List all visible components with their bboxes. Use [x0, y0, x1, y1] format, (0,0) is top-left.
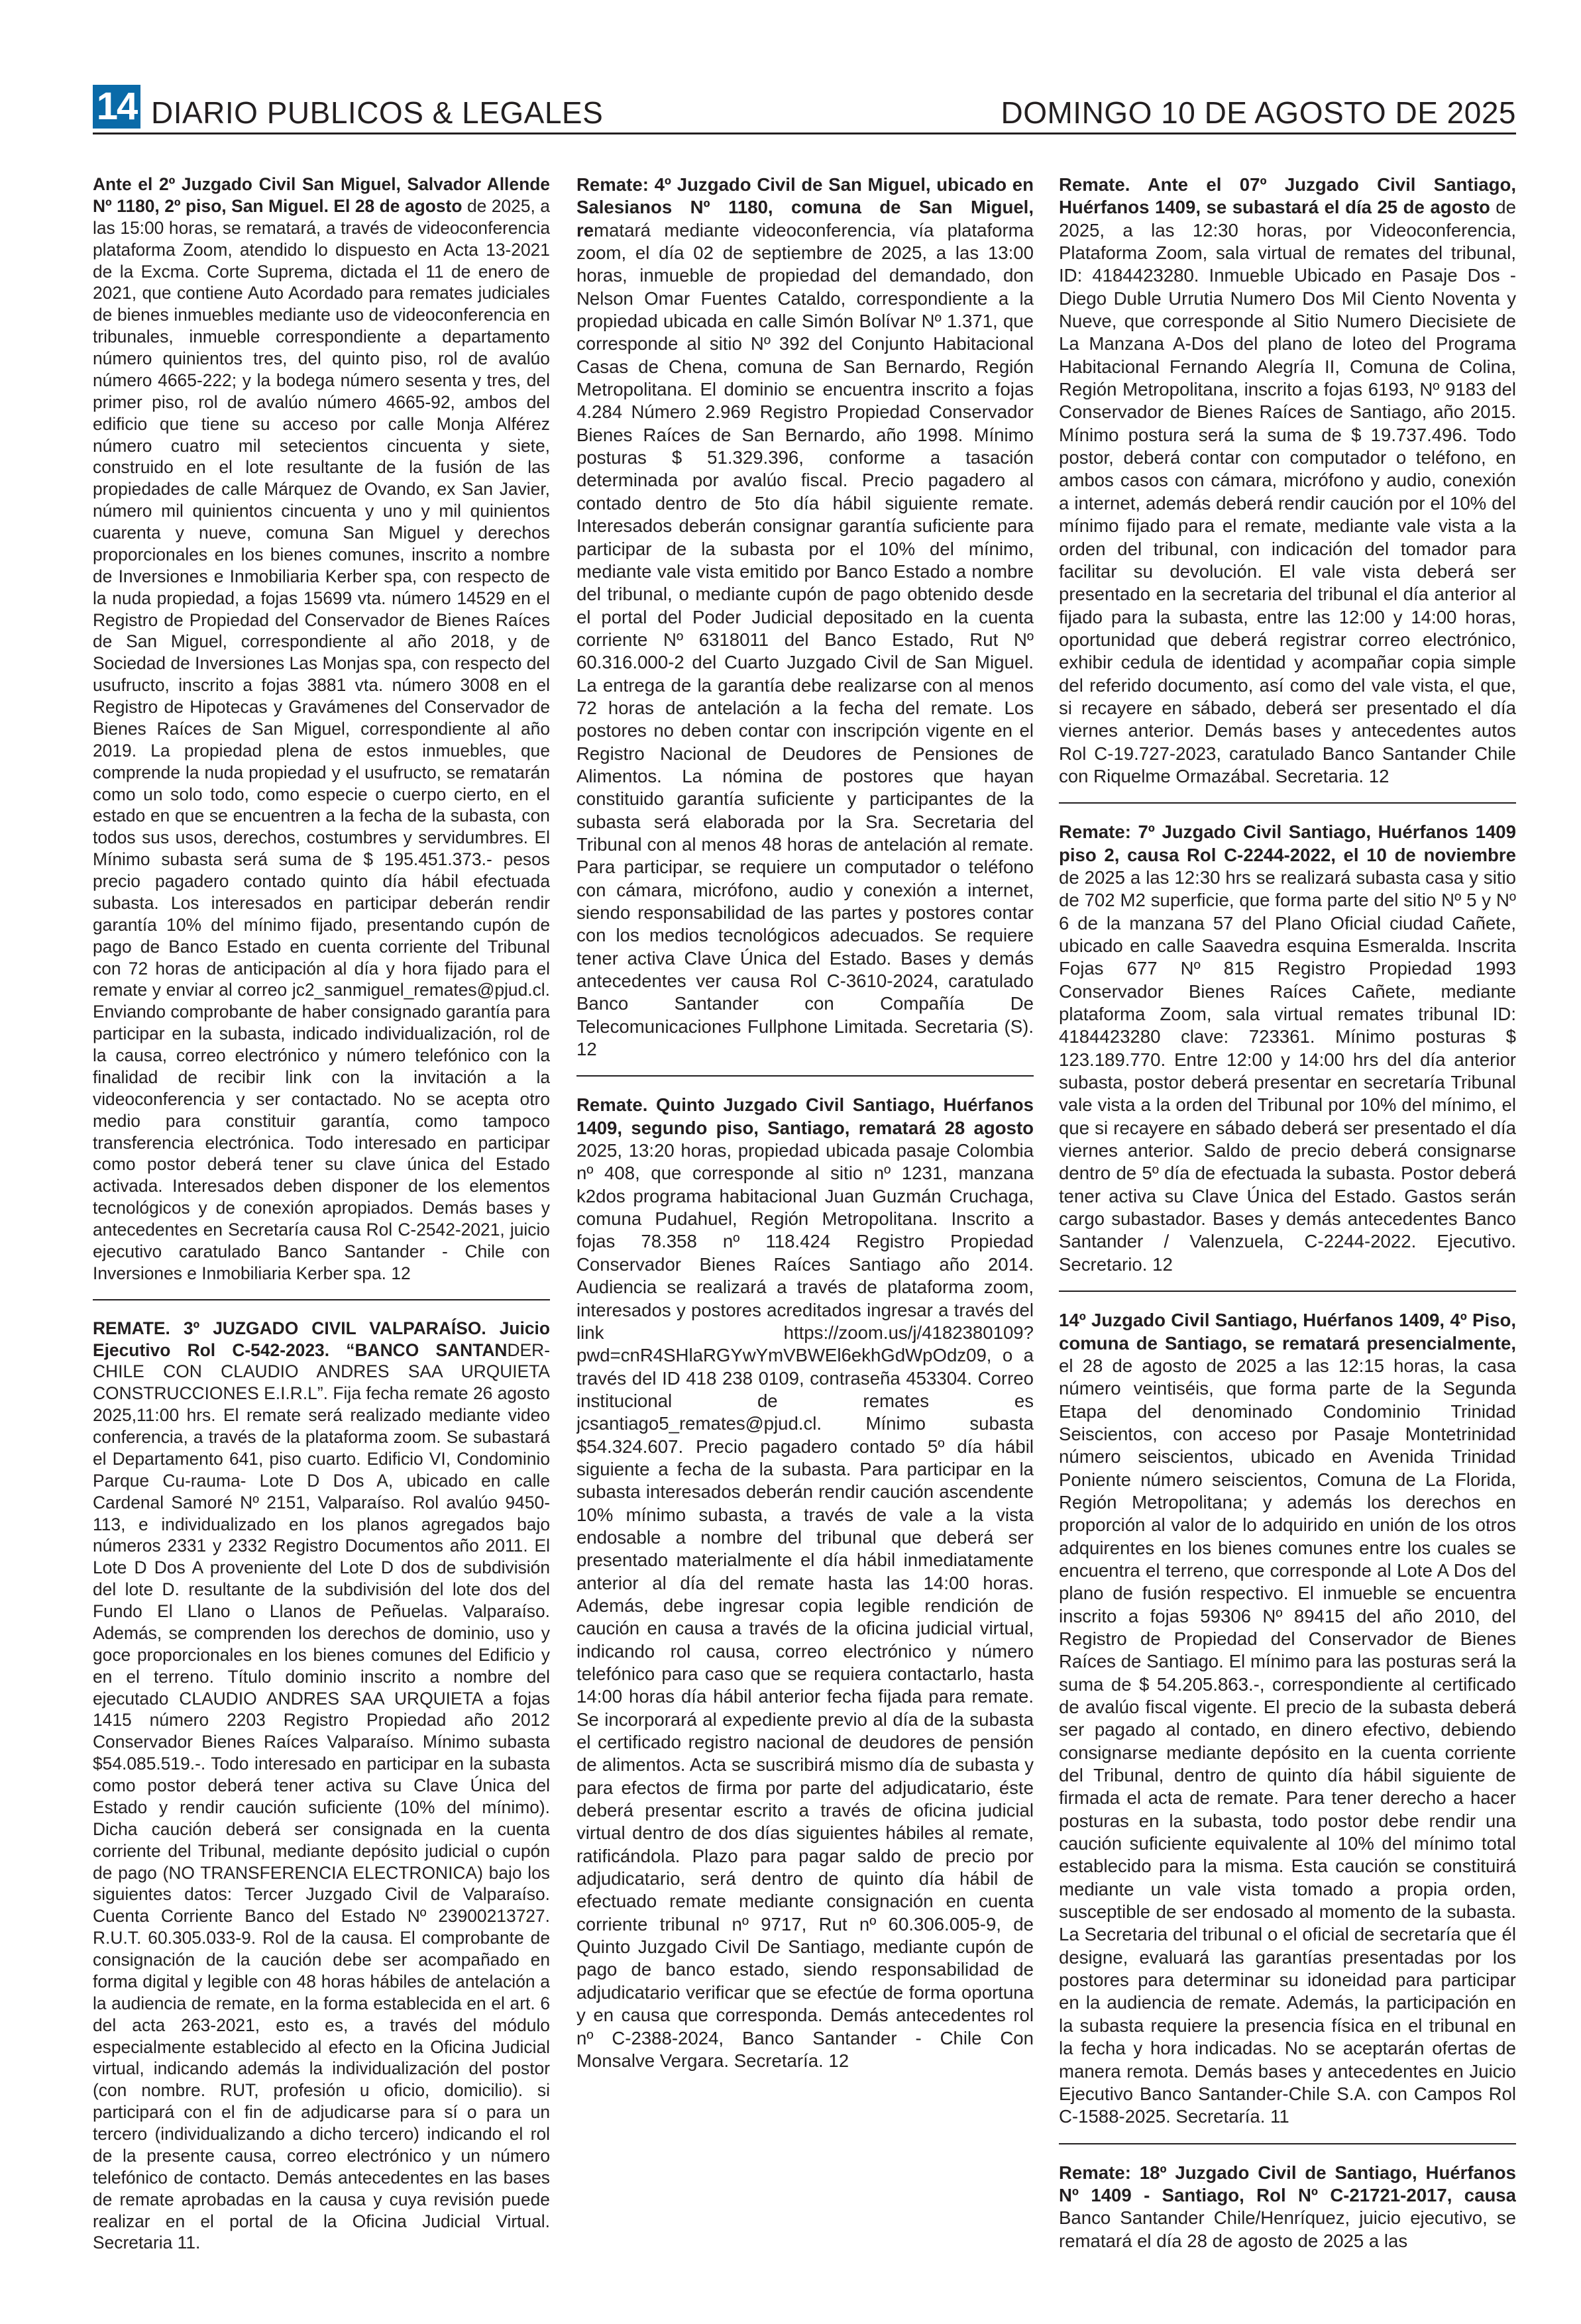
section-title: DIARIO PUBLICOS & LEGALES [151, 95, 604, 130]
notice-lead: 14º Juzgado Civil Santiago, Huérfanos 1409, 4º Piso, comuna de Santiago, se rematará presencialmente, [1059, 1310, 1516, 1353]
notice-body: 2025, 13:20 horas, propiedad ubicada pasaje Colombia nº 408, que corresponde al sitio nº 1231, manzana k2dos programa habitacional Juan Guzmán Cruchaga, comuna Pudahuel, Región Metropolitana. Inscrito a fojas 78.358 nº 118.424 Registro Propiedad Conservador Bienes Raíces Santiago año 2014. Audiencia se realizará a través de plataforma zoom, interesados y postores acreditados ingresar a través del link https://zoom.us/j/4182380109?pwd=cnR4SHlaRGYwYmVBWEl6ekhGdWpOdz09, o a través del ID 418 238 0109, contraseña 453304. Correo institucional de remates es jcsantiago5_remates@pjud.cl. Mínimo subasta $54.324.607. Precio pagadero contado 5º día hábil siguiente a fecha de la subasta. Para participar en la subasta interesados deberán rendir caución ascendente 10% mínimo subasta, a través de vale a la vista endosable a nombre del tribunal que deberá ser presentado materialmente el día hábil inmediatamente anterior al día del remate hasta las 14:00 horas. Además, debe ingresar copia legible rendición de caución en causa a través de la oficina judicial virtual, indicando rol causa, correo electrónico y número telefónico para caso que se requiera contactarlo, hasta 14:00 horas día hábil anterior fecha fijada para remate. Se incorporará al expediente previo al día de la subasta el certificado registro nacional de deudores de pensión de alimentos. Acta se suscribirá mismo día de subasta y para efectos de firma por parte del adjudicatario, éste deberá presentar escrito a través de oficina judicial virtual dentro de dos días siguientes hábiles al remate, ratificándola. Plazo para pagar saldo de precio por adjudicatario, será dentro de quinto día hábil de efectuado remate mediante consignación en cuenta corriente tribunal nº 9717, Rut nº 60.306.005-9, de Quinto Juzgado Civil De Santiago, mediante cupón de pago de banco estado, siendo responsabilidad de adjudicatario verificar que se efectúe de forma oportuna y en causa que corresponda. Demás antecedentes rol nº C-2388-2024, Banco Santander - Chile Con Monsalve Vergara. Secretaría. 12 [576, 1140, 1034, 2071]
masthead [93, 79, 1516, 134]
notice-body: matará mediante videoconferencia, vía plataforma zoom, el día 02 de septiembre de 2025, a las 13:00 horas, inmueble de propiedad del demandado, don Nelson Omar Fuentes Cataldo, correspondiente a la propiedad ubicada en calle Simón Bolívar Nº 1.371, que corresponde al sitio Nº 392 del Conjunto Habitacional Casas de Chena, comuna de San Bernardo, Región Metropolitana. El dominio se encuentra inscrito a fojas 4.284 Número 2.969 Registro Propiedad Conservador Bienes Raíces de San Bernardo, año 1998. Mínimo posturas $ 51.329.396, conforme a tasación determinada por avalúo fiscal. Precio pagadero al contado dentro de 5to día hábil siguiente remate. Interesados deberán consignar garantía suficiente para participar de la subasta por el 10% del mínimo, mediante vale vista emitido por Banco Estado a nombre del tribunal, o mediante cupón de pago obtenido desde el portal del Poder Judicial depositado en la cuenta corriente Nº 6318011 del Banco Estado, Rut Nº 60.316.000-2 del Cuarto Juzgado Civil de San Miguel. La entrega de la garantía debe realizarse con al menos 72 horas de antelación a la fecha del remate. Los postores no deben contar con inscripción vigente en el Registro Nacional de Deudores de Pensiones de Alimentos. La nómina de postores que hayan constituido garantía suficiente y participantes de la subasta será elaborada por la Sra. Secretaria del Tribunal con al menos 48 horas de antelación al remate. Para participar, se requiere un computador o teléfono con cámara, micrófono, audio y conexión a internet, siendo responsabilidad de las partes y postores contar con los medios tecnológicos adecuados. Se requiere tener activa Clave Única del Estado. Bases y demás antecedentes ver causa Rol C-3610-2024, caratulado Banco Santander con Compañía De Telecomunicaciones Fullphone Limitada. Secretaria (S). 12 [576, 219, 1034, 1060]
notice-lead: Remate: 7º Juzgado Civil Santiago, Huérfanos 1409 piso 2, causa Rol C-2244-2022, el 10 de noviembre [1059, 821, 1516, 865]
notice-14-juzgado-santiago [1059, 1309, 1516, 2144]
column-1 [93, 174, 550, 2294]
page-number: 14 [93, 85, 140, 129]
notice-body: el 28 de agosto de 2025 a las 12:15 horas, la casa número veintiséis, que forma parte de la Segunda Etapa del denominado Condominio Trinidad Seiscientos, con acceso por Pasaje Montetrinidad número seiscientos, ubicado en Avenida Trinidad Poniente número seiscientos, Comuna de La Florida, Región Metropolitana; y además los derechos en proporción al valor de lo adquirido en unión de los otros adquirentes en los bienes comunes entre los cuales se encuentra el terreno, que corresponde al Lote A Dos del plano de fusión respectivo. El inmueble se encuentra inscrito a fojas 59306 Nº 89415 del año 2010, del Registro de Propiedad del Conservador de Bienes Raíces de Santiago. El mínimo para las posturas será la suma de $ 54.205.863.-, correspondiente al certificado de avalúo fiscal vigente. El precio de la subasta deberá ser pagado al contado, en dinero efectivo, debiendo consignarse mediante depósito en la cuenta corriente del Tribunal, dentro de quinto día hábil siguiente de firmada el acta de remate. Para tener derecho a hacer posturas en la subasta, todo postor debe rendir una caución suficiente equivalente al 10% del mínimo total establecido para la misma. Esta caución se constituirá mediante un vale vista tomado a propia orden, susceptible de ser endosado al momento de la subasta. La Secretaria del tribunal o el oficial de secretaría que él designe, evaluará las garantías presentadas por los postores para determinar su idoneidad para participar en la audiencia de remate. Además, la participación en la subasta requiere la presencia física en el tribunal en la fecha y hora indicadas. No se aceptarán ofertas de manera remota. Demás bases y antecedentes en Juicio Ejecutivo Banco Santander-Chile S.A. con Campos Rol C-1588-2025. Secretaría. 11 [1059, 1355, 1516, 2127]
notice-lead: REMATE. 3º JUZGADO CIVIL VALPARAÍSO. Juicio Ejecutivo Rol C-542-2023. “BANCO SANTAN [93, 1318, 550, 1360]
notice-lead: Remate: 18º Juzgado Civil de Santiago, Huérfanos Nº 1409 - Santiago, Rol Nº C-21721-2017, causa [1059, 2162, 1516, 2205]
notice-18-juzgado-santiago [1059, 2162, 1516, 2267]
notice-lead: Remate. Quinto Juzgado Civil Santiago, Huérfanos 1409, segundo piso, Santiago, rematará 28 agosto [576, 1094, 1034, 1138]
notice-body: de 2025 a las 12:30 hrs se realizará subasta casa y sitio de 702 M2 superficie, que forma parte del sitio Nº 5 y Nº 6 de la manzana 57 del Plano Oficial ciudad Cañete, ubicado en calle Saavedra esquina Esmeralda. Inscrita Fojas 677 Nº 815 Registro Propiedad 1993 Conservador Bienes Raíces Cañete, mediante plataforma Zoom, sala virtual remates tribunal ID: 4184423280 clave: 723361. Mínimo posturas $ 123.189.770. Entre 12:00 y 14:00 hrs del día anterior subasta, postor deberá presentar en secretaría Tribunal vale vista a la orden del Tribunal por 10% del mínimo, el que si recayere en sábado deberá ser presentado el día viernes anterior. Saldo de precio deberá consignarse dentro de 5º día de efectuada la subasta. Postor deberá tener activa su Clave Única del Estado. Gastos serán cargo subastador. Bases y demás antecedentes Banco Santander / Valenzuela, C-2244-2022. Ejecutivo. Secretario. 12 [1059, 867, 1516, 1275]
publication-date: DOMINGO 10 DE AGOSTO DE 2025 [1001, 95, 1516, 130]
column-2 [576, 174, 1034, 2294]
notice-lead: Remate. Ante el 07º Juzgado Civil Santiago, Huérfanos 1409, se subastará el día 25 de agosto [1059, 174, 1516, 218]
notice-07-juzgado-santiago [1059, 174, 1516, 804]
notice-2-juzgado-san-miguel [93, 174, 550, 1300]
notice-lead: Ante el 2º Juzgado Civil San Miguel, Salvador Allende Nº 1180, 2º piso, San Miguel. El 28 de agosto [93, 174, 550, 216]
notice-lead: Remate: 4º Juzgado Civil de San Miguel, ubicado en Salesianos Nº 1180, comuna de San Miguel, re [576, 174, 1034, 240]
notice-4-juzgado-san-miguel [576, 174, 1034, 1077]
notice-3-juzgado-valparaiso [93, 1318, 550, 2269]
column-3 [1059, 174, 1516, 2294]
notice-body: de 2025, a las 12:30 horas, por Videoconferencia, Plataforma Zoom, sala virtual de remates del tribunal, ID: 4184423280. Inmueble Ubicado en Pasaje Dos - Diego Duble Urrutia Numero Dos Mil Ciento Noventa y Nueve, que corresponde al Sitio Numero Diecisiete de La Manzana A-Dos del plano de loteo del Programa Habitacional Fernando Alegría II, Comuna de Colina, Región Metropolitana, inscrito a fojas 6193, Nº 9183 del Conservador de Bienes Raíces de Santiago, año 2015. Mínimo postura será la suma de $ 19.737.496. Todo postor, deberá contar con computador o teléfono, en ambos casos con cámara, micrófono y audio, conexión a internet, además deberá rendir caución por el 10% del mínimo fijado para el remate, mediante vale vista a la orden del tribunal, con indicación del tomador para facilitar su devolución. El vale vista deberá ser presentado en la secretaria del tribunal el día anterior al fijado para la subasta, entre las 12:00 y 14:00 horas, oportunidad que deberá registrar correo electrónico, exhibir cedula de identidad y acompañar copia simple del referido documento, así como del vale vista, el que, si recayere en sábado, deberá ser presentado el día viernes anterior. Demás bases y antecedentes autos Rol C-19.727-2023, caratulado Banco Santander Chile con Riquelme Ormazábal. Secretaria. 12 [1059, 197, 1516, 786]
notice-body: de 2025, a las 15:00 horas, se rematará, a través de videoconferencia plataforma Zoom, atendido lo dispuesto en Acta 13-2021 de la Excma. Corte Suprema, dictada el 11 de enero de 2021, que contiene Auto Acordado para remates judiciales de bienes inmuebles mediante uso de videoconferencia en tribunales, inmueble correspondiente a departamento número quinientos tres, del quinto piso, rol de avalúo número 4665-222; y la bodega número sesenta y tres, del primer piso, rol de avalúo número 4665-92, ambos del edificio que tiene su acceso por calle Monja Alférez número cuatro mil setecientos cincuenta y siete, construido en el lote resultante de la fusión de las propiedades de calle Márquez de Ovando, ex San Javier, número mil quinientos cincuenta y uno y mil quinientos cuarenta y nueve, comuna San Miguel y derechos proporcionales en los bienes comunes, inscrito a nombre de Inversiones e Inmobiliaria Kerber spa, con respecto de la nuda propiedad, a fojas 15699 vta. número 14529 en el Registro de Propiedad del Conservador de Bienes Raíces de San Miguel, correspondiente al año 2018, y de Sociedad de Inversiones Las Monjas spa, con respecto del usufructo, inscrito a fojas 3881 vta. número 3008 en el Registro de Hipotecas y Gravámenes del Conservador de Bienes Raíces de San Miguel, correspondiente al año 2019. La propiedad plena de estos inmuebles, que comprende la nuda propiedad y el usufructo, se rematarán como un solo todo, como especie o cuerpo cierto, en el estado en que se encuentren a la fecha de la subasta, con todos sus usos, derechos, costumbres y servidumbres. El Mínimo subasta será suma de $ 195.451.373.- pesos precio pagadero contado quinto día hábil efectuada subasta. Los interesados en participar deberán rendir garantía 10% del mínimo fijado, presentando cupón de pago de Banco Estado en cuenta corriente del Tribunal con 72 horas de anticipación al día y hora fijado para el remate y enviar al correo jc2_sanmiguel_remates@pjud.cl. Enviando comprobante de haber consignado garantía para participar en la subasta, indicado individualización, rol de la causa, correo electrónico y número telefónico con la finalidad de recibir link con la invitación a la videoconferencia y ser contactado. No se acepta otro medio para constituir garantía, como tampoco transferencia electrónica. Todo interesado en participar como postor deberá tener su clave única del Estado activada. Interesados deben disponer de los elementos tecnológicos y de conexión apropiados. Demás bases y antecedentes en Secretaría causa Rol C-2542-2021, juicio ejecutivo caratulado Banco Santander - Chile con Inversiones e Inmobiliaria Kerber spa. 12 [93, 195, 550, 1283]
notice-quinto-juzgado-santiago [576, 1094, 1034, 2087]
notice-body: DER-CHILE CON CLAUDIO ANDRES SAA URQUIETA CONSTRUCCIONES E.I.R.L”. Fija fecha remate 26 agosto 2025,11:00 hrs. El remate será realizado mediante video conferencia, a través de la plataforma zoom. Se subastará el Departamento 641, piso cuarto. Edificio VI, Condominio Parque Cu-rauma- Lote D Dos A, ubicado en calle Cardenal Samoré Nº 2151, Valparaíso. Rol avalúo 9450- 113, e individualizado en los planos agregados bajo números 2331 y 2332 Registro Documentos año 2011. El Lote D Dos A proveniente del Lote D dos de subdivisión del lote D. resultante de la subdivisión del lote dos del Fundo El Llano o Llanos de Peñuelas. Valparaíso. Además, se comprenden los derechos de dominio, uso y goce proporcionales en los bienes comunes del Edificio y en el terreno. Título dominio inscrito a nombre del ejecutado CLAUDIO ANDRES SAA URQUIETA a fojas 1415 número 2203 Registro Propiedad año 2012 Conservador Bienes Raíces Valparaíso. Mínimo subasta $54.085.519.-. Todo interesado en participar en la subasta como postor deberá tener activa su Clave Única del Estado y rendir caución suficiente (10% del mínimo). Dicha caución deberá ser consignada en la cuenta corriente del Tribunal, mediante depósito judicial o cupón de pago (NO TRANSFERENCIA ELECTRONICA) bajo los siguientes datos: Tercer Juzgado Civil de Valparaíso. Cuenta Corriente Banco del Estado Nº 23900213727. R.U.T. 60.305.033-9. Rol de la causa. El comprobante de consignación de la caución debe ser acompañado en forma digital y legible con 48 horas hábiles de antelación a la audiencia de remate, en la forma establecida en el art. 6 del acta 263-2021, esto es, a través del módulo especialmente establecido al efecto en la Oficina Judicial virtual, indicando además la individualización del postor (con nombre. RUT, profesión u oficio, domicilio). si participará con el fin de adjudicarse para sí o para un tercero (individualizando a dicho tercero) indicando el rol de la presente causa, correo electrónico y un número telefónico de contacto. Demás antecedentes en las bases de remate aprobadas en la causa y cuya revisión puede realizar en el portal de la Oficina Judicial Virtual. Secretaria 11. [93, 1340, 550, 2253]
notice-7-juzgado-santiago [1059, 821, 1516, 1292]
notice-body: Banco Santander Chile/Henríquez, juicio ejecutivo, se rematará el día 28 de agosto de 2025 a las [1059, 2207, 1516, 2251]
